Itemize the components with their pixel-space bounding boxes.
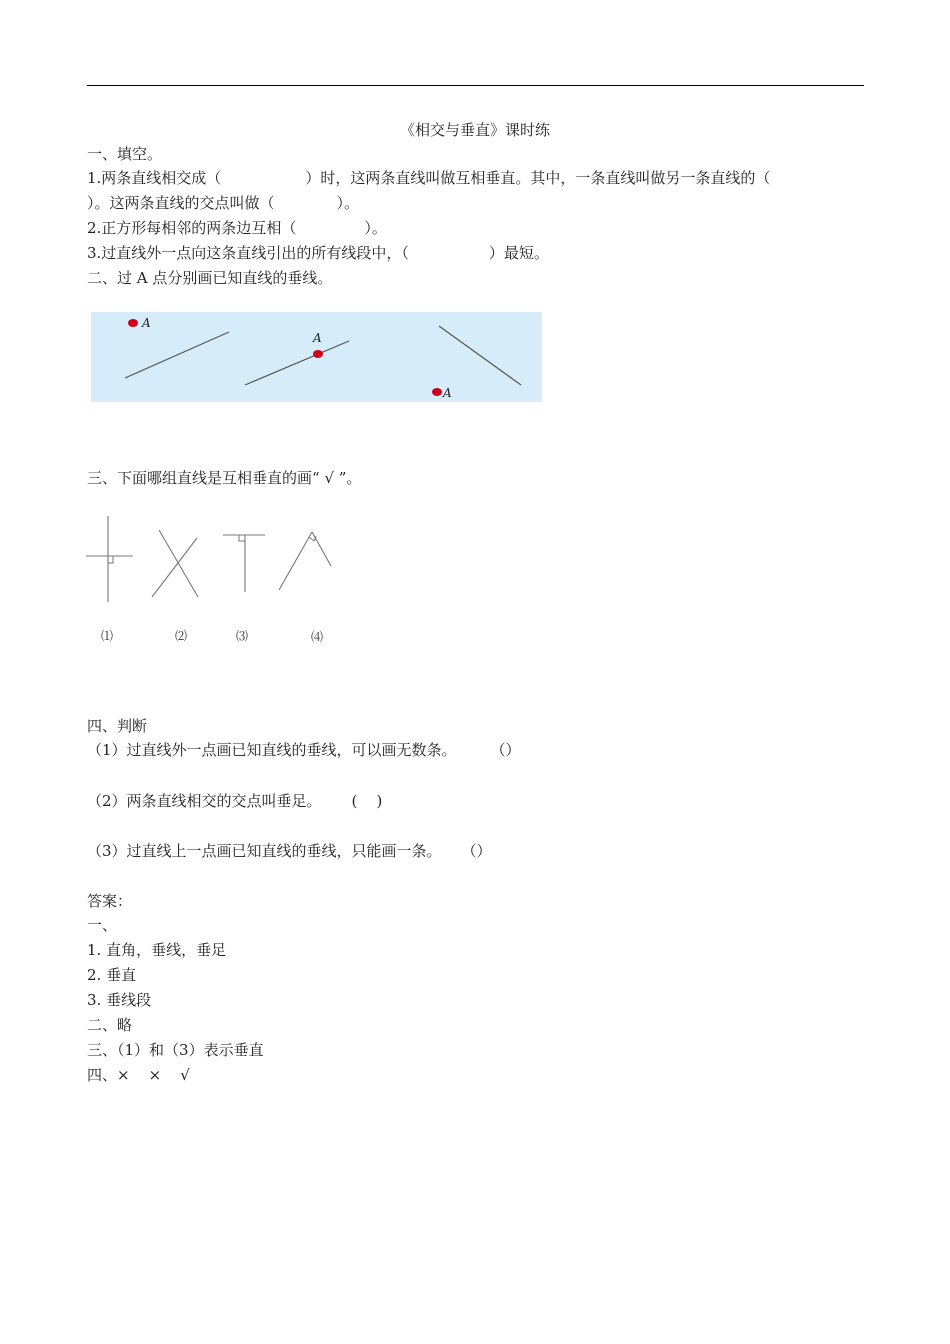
point-a-1-label: A	[142, 316, 151, 330]
q1-text-a: 1.两条直线相交成（	[87, 169, 222, 187]
point-a-1	[128, 319, 138, 327]
figure1-line-2	[245, 341, 349, 385]
fig2-4-line-b	[312, 532, 331, 566]
fig2-caption-3: ⑶	[236, 629, 249, 643]
fig2-2-line-b	[152, 538, 197, 597]
q2-text-b: ）。	[364, 219, 387, 237]
point-a-3	[432, 388, 442, 396]
fig2-4-line-a	[279, 532, 312, 590]
figure1-svg	[91, 312, 542, 402]
point-a-3-label: A	[443, 386, 452, 400]
fig2-1-right-angle-mark	[108, 556, 113, 563]
answer-line-2: 1. 直角，垂线，垂足	[87, 941, 227, 959]
q1-text-c: ）。这两条直线的交点叫做（	[87, 194, 275, 212]
section1-heading: 一、填空。	[87, 145, 163, 163]
question-3	[87, 243, 549, 263]
judge-item-3	[87, 841, 492, 861]
perpendicular-drawing-figure	[91, 312, 542, 402]
judge-item-2-text: （2）两条直线相交的交点叫垂足。	[87, 792, 322, 810]
figure2-svg	[80, 510, 360, 650]
answer-line-7: 四、× × √	[87, 1066, 190, 1084]
q3-text-b: ）最短。	[488, 244, 549, 262]
answer-line-6: 三、（1）和（3）表示垂直	[87, 1041, 264, 1059]
section2-heading: 二、过 A 点分别画已知直线的垂线。	[87, 269, 333, 287]
fig2-caption-4: ⑷	[311, 630, 324, 644]
judge-item-1-paren: （）	[490, 741, 521, 759]
q2-text-a: 2.正方形每相邻的两条边互相（	[87, 219, 297, 237]
answer-line-4: 3. 垂线段	[87, 991, 152, 1009]
q3-text-a: 3.过直线外一点向这条直线引出的所有线段中，（	[87, 244, 409, 262]
q1-text-d: ）。	[336, 194, 360, 212]
answers-heading: 答案：	[87, 892, 133, 910]
point-a-2-label: A	[313, 331, 322, 345]
fig2-caption-2: ⑵	[175, 629, 188, 643]
fig2-caption-1: ⑴	[101, 629, 114, 643]
q1-text-b: ）时，这两条直线叫做互相垂直。其中，一条直线叫做另一条直线的（	[305, 169, 771, 187]
judge-item-2	[87, 791, 382, 811]
point-a-2	[313, 350, 323, 358]
question-2	[87, 218, 387, 238]
answer-line-3: 2. 垂直	[87, 966, 137, 984]
perpendicular-choice-figure	[80, 510, 360, 650]
figure1-line-3	[439, 326, 521, 385]
fig2-2-line-a	[159, 530, 198, 597]
section3-heading: 三、下面哪组直线是互相垂直的画“ √ ”。	[87, 469, 362, 487]
page-title: 《相交与垂直》课时练	[399, 121, 550, 139]
figure1-line-1	[125, 332, 229, 378]
judge-item-3-text: （3）过直线上一点画已知直线的垂线，只能画一条。	[87, 842, 442, 860]
question-1-line2	[87, 193, 359, 213]
section4-heading: 四、判断	[87, 717, 148, 735]
judge-item-1-text: （1）过直线外一点画已知直线的垂线，可以画无数条。	[87, 741, 457, 759]
answer-line-1: 一、	[87, 916, 118, 934]
question-1-line1	[87, 168, 770, 188]
judge-item-1	[87, 740, 521, 760]
fig2-3-right-angle-mark	[239, 535, 245, 541]
judge-item-2-paren: ( )	[351, 792, 383, 810]
judge-item-3-paren: （）	[461, 842, 492, 860]
header-rule	[87, 85, 864, 86]
answer-line-5: 二、略	[87, 1016, 133, 1034]
